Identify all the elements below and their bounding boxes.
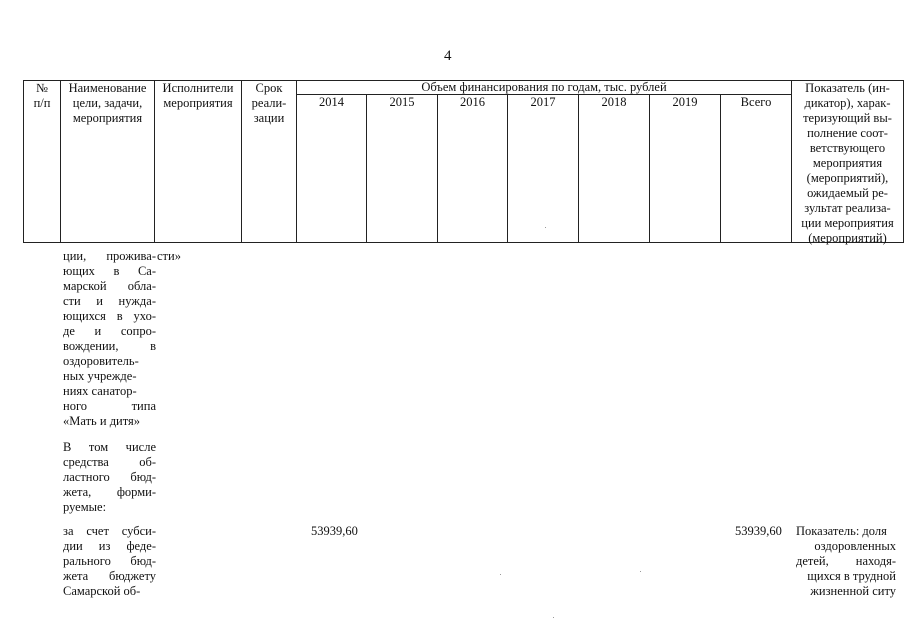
- executor-continuation: сти»: [157, 249, 181, 263]
- header-col-indicator: Показатель (ин- дикатор), харак- теризующий вы- полнение соот- ветствующего мероприятия (мероприятий), ожидаемый ре- зультат реализа- ции мероприятия (мероприятий): [801, 81, 894, 245]
- header-year: 2018: [601, 95, 627, 109]
- scan-speck: [545, 227, 546, 228]
- scan-speck: [640, 571, 641, 572]
- header-col-term: Срок реали- зации: [251, 81, 287, 125]
- measure-name-block-1: ции, прожива- ющих в Са- марской обла- сти и нужда- ющихся в ухо- де и сопро- вождении, в оздоровитель- ных учрежде- ниях санатор- ного типа «Мать и дитя»: [63, 249, 156, 428]
- header-col-number: № п/п: [33, 81, 51, 110]
- measure-name-block-3: за счет субси- дии из феде- рального бюд- жета бюджету Самарской об-: [63, 524, 156, 598]
- header-col-executors: Исполнители мероприятия: [162, 81, 234, 110]
- header-funding-title: Объем финансирования по годам, тыс. рублей: [421, 80, 667, 94]
- header-year: 2017: [530, 95, 556, 109]
- scan-speck: [500, 574, 501, 575]
- value-2014: 53939,60: [311, 524, 358, 538]
- value-total: 53939,60: [735, 524, 782, 538]
- header-year: 2016: [460, 95, 485, 109]
- header-year: 2019: [672, 95, 698, 109]
- header-total: Всего: [740, 95, 772, 109]
- measure-name-block-2: В том числе средства об- ластного бюд- жета, форми- руемые:: [63, 440, 156, 514]
- header-table: [23, 80, 904, 243]
- header-col-name: Наименование цели, задачи, мероприятия: [68, 81, 147, 125]
- page-number: 4: [444, 48, 452, 64]
- scan-speck: [553, 617, 554, 618]
- header-year: 2014: [319, 95, 344, 109]
- header-year: 2015: [389, 95, 415, 109]
- indicator-block: Показатель: доля оздоровленных детей, находя- щихся в трудной жизненной ситу: [796, 524, 896, 598]
